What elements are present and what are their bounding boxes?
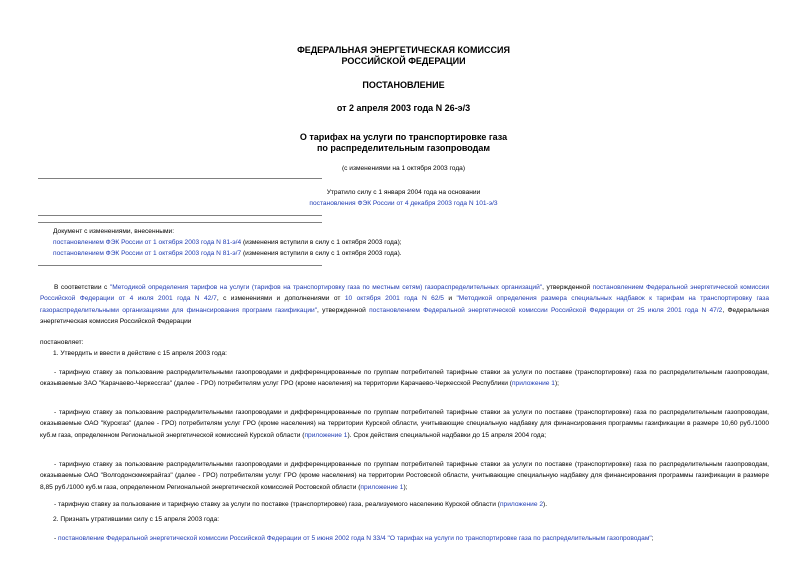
- reference-link[interactable]: "Методикой определения тарифов на услуги (тарифов на транспортировку газа по местным сетям) газораспределительных организаций": [109, 284, 543, 291]
- reference-link[interactable]: "Методикой определения размера специальных надбавок к тарифам на транспортировку газа газораспределительными организациями для финансирования программ газификации": [40, 295, 769, 314]
- divider: [38, 265, 322, 266]
- bullet-paragraph: [40, 533, 769, 544]
- paragraph-text: и: [443, 295, 457, 303]
- paragraph-text: -: [54, 535, 59, 542]
- paragraph-text: - тарифную ставку за пользование распределительными газопроводами и дифференцированные по группам потребителей тарифные ставки за услуги по поставке (транспортировке) газа по распределительным газопроводам, оказываемые ОАО "Волгодонскмежрайгаз" (далее - ГРО) потребителям услуг ГРО (кроме населения) на территории Ростовской области, учитывающие специальную надбавку для финансирования программы газификации в размере 8,85 руб./1000 куб.м газа, определенном Региональной энергетической комиссией Ростовской области (: [40, 461, 769, 491]
- item-1-heading: 1. Утвердить и ввести в действие с 15 апреля 2003 года:: [53, 350, 227, 357]
- reference-link[interactable]: приложение 1: [511, 380, 555, 388]
- document-type: ПОСТАНОВЛЕНИЕ: [362, 80, 445, 90]
- status-line: Утратило силу с 1 января 2004 года на основании: [326, 189, 481, 196]
- issuer-line-1: ФЕДЕРАЛЬНАЯ ЭНЕРГЕТИЧЕСКАЯ КОМИССИЯ: [297, 45, 510, 55]
- reference-link[interactable]: постановлением Федеральной энергетической комиссии Российской Федерации от 4 июля 2001 года N 42/7: [40, 284, 770, 303]
- document-date: от 2 апреля 2003 года N 26-э/3: [336, 103, 471, 113]
- paragraph-text: В соответствии с: [54, 284, 110, 291]
- preamble-paragraph: [40, 282, 769, 328]
- reference-link[interactable]: приложение 1: [360, 483, 404, 491]
- divider: [38, 222, 322, 223]
- paragraph-text: - тарифную ставку за пользование и тарифную ставку за услуги по поставке (транспортировке) газа, реализуемого населению Курской области (: [54, 501, 500, 508]
- bullet-paragraph: [40, 367, 769, 390]
- paragraph-text: - тарифную ставку за пользование распределительными газопроводами и дифференцированные по группам потребителей тарифные ставки за услуги по поставке (транспортировке) газа по распределительным газопроводам, оказываемые ЗАО "Карачаево-Черкессгаз" (далее - ГРО) потребителям услуг ГРО (кроме населения) на территории Карачаево-Черкесской Республики (: [40, 369, 769, 388]
- amendments-intro: Документ с изменениями, внесенными:: [53, 228, 175, 235]
- paragraph-text: , утвержденной: [542, 284, 593, 291]
- amendment-link[interactable]: постановлением ФЭК России от 1 октября 2003 года N 81-э/7: [53, 250, 242, 257]
- paragraph-text: );: [403, 483, 408, 491]
- resolves-text: постановляет:: [40, 339, 84, 346]
- document-title-line-2: по распределительным газопроводам: [316, 143, 490, 153]
- reference-link[interactable]: приложение 2: [499, 501, 543, 508]
- amendment-note: (изменения вступили в силу с 1 октября 2003 года);: [241, 239, 402, 246]
- amendment-item: [53, 250, 402, 258]
- document-title-line-1: О тарифах на услуги по транспортировке газа: [299, 132, 508, 142]
- paragraph-text: ).: [543, 501, 548, 508]
- amendment-link[interactable]: постановлением ФЭК России от 1 октября 2003 года N 81-э/4: [53, 239, 242, 246]
- paragraph-text: - тарифную ставку за пользование распределительными газопроводами и дифференцированные по группам потребителей тарифные ставки за услуги по поставке (транспортировке) газа по распределительным газопроводам, оказываемые ОАО "Курскгаз" (далее - ГРО) потребителям услуг ГРО (кроме населения) на территории Курской области, учитывающие специальную надбавку для финансирования программы газификации в размере 10,60 руб./1000 куб.м газа, определенном Региональной энергетической комиссией Курской области (: [40, 409, 769, 439]
- amendment-item: [53, 239, 402, 247]
- divider: [38, 215, 322, 216]
- paragraph-text: );: [554, 380, 560, 388]
- paragraph-text: , с изменениями и дополнениями от: [216, 295, 345, 303]
- divider: [38, 178, 322, 179]
- paragraph-text: ). Срок действия специальной надбавки до 15 апреля 2004 года;: [347, 431, 547, 439]
- paragraph-text: , Федеральная энергетическая комиссия Российской Федерации: [40, 306, 769, 326]
- reference-link[interactable]: приложение 1: [304, 431, 348, 439]
- bullet-paragraph: [40, 459, 769, 493]
- bullet-paragraph: [40, 407, 769, 441]
- item-2-heading: 2. Признать утратившими силу с 15 апреля 2003 года:: [53, 516, 220, 523]
- paragraph-text: , утвержденной: [317, 306, 370, 314]
- repeal-link[interactable]: постановления ФЭК России от 4 декабря 2003 года N 101-э/3: [309, 200, 498, 207]
- bullet-paragraph: [40, 499, 769, 510]
- amended-note: (с изменениями на 1 октября 2003 года): [341, 165, 466, 172]
- amendment-note: (изменения вступили в силу с 1 октября 2003 года).: [241, 250, 402, 257]
- paragraph-text: ;: [651, 535, 654, 542]
- reference-link[interactable]: постановление Федеральной энергетической комиссии Российской Федерации от 5 июня 2002 года N 33/4 "О тарифах на услуги по транспортировке газа по распределительным газопроводам": [58, 535, 652, 542]
- issuer-line-2: РОССИЙСКОЙ ФЕДЕРАЦИИ: [341, 56, 466, 66]
- reference-link[interactable]: 10 октября 2001 года N 62/5: [344, 295, 444, 303]
- reference-link[interactable]: постановлением Федеральной энергетической комиссии Российской Федерации от 25 июля 2001 года N 47/2: [369, 306, 723, 314]
